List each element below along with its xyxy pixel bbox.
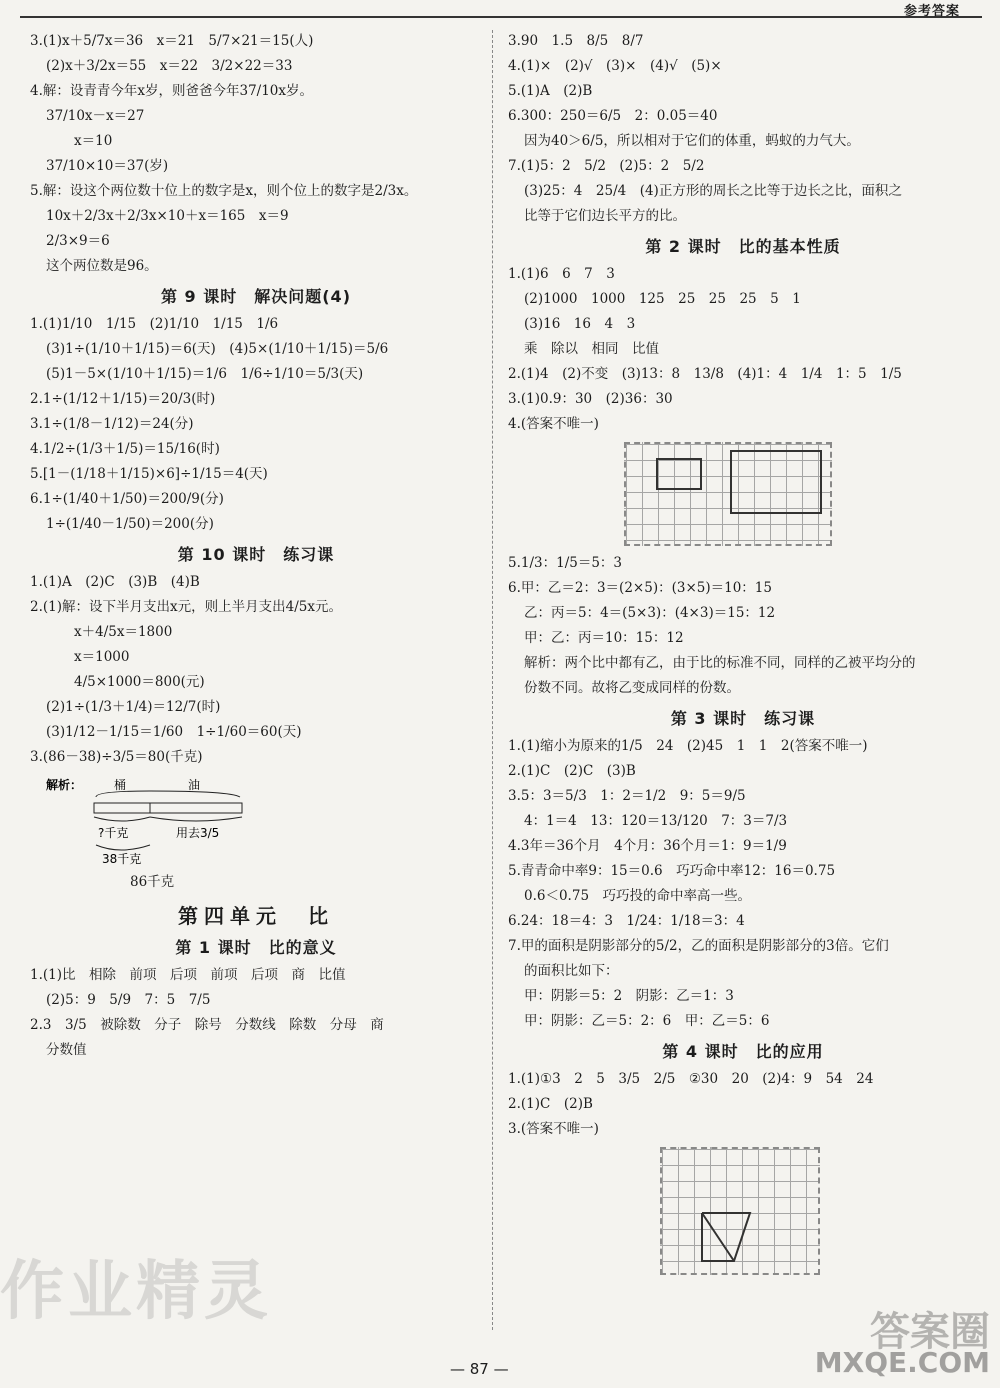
answer-line: 1.(1)6 6 7 3 bbox=[508, 266, 615, 282]
answer-line: 1.(1)①3 2 5 3/5 2/5 ②30 20 (2)4：9 54 24 bbox=[508, 1071, 874, 1087]
answer-line: (2)1÷(1/3＋1/4)＝12/7(时) bbox=[46, 699, 221, 715]
answer-line: 4.解：设青青今年x岁，则爸爸今年37/10x岁。 bbox=[30, 83, 314, 99]
section-heading: 第 9 课时 解决问题(4) bbox=[160, 287, 352, 306]
section-heading: 第 4 课时 比的应用 bbox=[662, 1042, 824, 1061]
answer-line: 5.1/3：1/5＝5：3 bbox=[508, 555, 623, 571]
right-column bbox=[508, 34, 978, 1275]
answer-line: 4/5×1000＝800(元) bbox=[74, 674, 205, 690]
answer-line: 6.1÷(1/40＋1/50)＝200/9(分) bbox=[30, 491, 224, 507]
answer-line: 6.300：250＝6/5 2：0.05＝40 bbox=[508, 108, 718, 124]
answer-line: (2)1000 1000 125 25 25 25 5 1 bbox=[524, 291, 801, 307]
answer-line: 37/10x－x＝27 bbox=[46, 108, 145, 124]
column-divider bbox=[492, 30, 493, 1330]
answer-line: 0.6＜0.75 巧巧投的命中率高一些。 bbox=[524, 888, 752, 904]
diagram-label: 解析： bbox=[46, 778, 83, 792]
answer-line: 37/10×10＝37(岁) bbox=[46, 158, 169, 174]
answer-line: 甲：乙：丙＝10：15：12 bbox=[524, 630, 684, 646]
answer-line: 甲：阴影＝5：2 阴影：乙＝1：3 bbox=[524, 988, 734, 1004]
answer-line: 5.解：设这个两位数十位上的数字是x，则个位上的数字是2/3x。 bbox=[30, 183, 418, 199]
answer-line: 3.1÷(1/8－1/12)＝24(分) bbox=[30, 416, 194, 432]
answer-line: 2.(1)C (2)B bbox=[508, 1096, 593, 1112]
bucket-label: 桶 bbox=[114, 778, 127, 792]
bottom-brace bbox=[94, 817, 150, 821]
oil-label: 油 bbox=[188, 778, 201, 792]
answer-line: (3)1÷(1/10＋1/15)＝6(天) (4)5×(1/10＋1/15)＝5/6 bbox=[46, 341, 389, 357]
shape-outline bbox=[702, 1213, 750, 1261]
answer-line: 1.(1)比 相除 前项 后项 前项 后项 商 比值 bbox=[30, 967, 346, 983]
answer-line: 2.(1)4 (2)不变 (3)13：8 13/8 (4)1：4 1/4 1：5 1/5 bbox=[508, 366, 902, 382]
answer-line: 4：1＝4 13：120＝13/120 7：3＝7/3 bbox=[524, 813, 788, 829]
answer-line: 1.(1)A (2)C (3)B (4)B bbox=[30, 574, 200, 590]
triangle-shapes bbox=[662, 1149, 822, 1277]
answer-line: 3.(1)x＋5/7x＝36 x＝21 5/7×21＝15(人) bbox=[30, 33, 314, 49]
answer-line: 2/3×9＝6 bbox=[46, 233, 110, 249]
unit-heading: 第四单元 比 bbox=[178, 904, 334, 928]
answer-line: 6.24：18＝4：3 1/24：1/18＝3：4 bbox=[508, 913, 745, 929]
watermark-left: 作业精灵 bbox=[0, 1255, 272, 1329]
answer-line: 2.(1)解：设下半月支出x元，则上半月支出4/5x元。 bbox=[30, 599, 342, 615]
unknown-weight-label: ?千克 bbox=[98, 826, 129, 840]
section-heading: 第 3 课时 练习课 bbox=[670, 709, 816, 728]
answer-line: x＋4/5x＝1800 bbox=[74, 624, 173, 640]
section-heading: 第 1 课时 比的意义 bbox=[175, 938, 337, 957]
answer-line: (2)x＋3/2x＝55 x＝22 3/2×22＝33 bbox=[46, 58, 293, 74]
watermark-url: MXQE.COM bbox=[814, 1346, 990, 1379]
grid-figure-triangles bbox=[660, 1147, 820, 1275]
weight-38-label: 38千克 bbox=[102, 852, 142, 866]
top-brace bbox=[96, 791, 240, 797]
answer-line: 6.甲：乙＝2：3＝(2×5)：(3×5)＝10：15 bbox=[508, 580, 772, 596]
segment-diagram-svg bbox=[30, 775, 290, 875]
section-heading: 第 10 课时 练习课 bbox=[177, 545, 335, 564]
answer-line: x＝10 bbox=[74, 133, 113, 149]
section-heading: 第 2 课时 比的基本性质 bbox=[645, 237, 841, 256]
bottom-brace-right bbox=[150, 817, 242, 821]
answer-line: 2.(1)C (2)C (3)B bbox=[508, 763, 636, 779]
header-title: 参考答案 bbox=[903, 4, 960, 19]
answer-line: x＝1000 bbox=[74, 649, 130, 665]
weight-86-label: 86千克 bbox=[130, 874, 175, 890]
answer-line: 7.甲的面积是阴影部分的5/2，乙的面积是阴影部分的3倍。它们 bbox=[508, 938, 889, 954]
answer-line: 3.(1)0.9：30 (2)36：30 bbox=[508, 391, 673, 407]
answer-line: 比等于它们边长平方的比。 bbox=[524, 208, 686, 224]
answer-line: 解析：两个比中都有乙，由于比的标准不同，同样的乙被平均分的 bbox=[524, 655, 916, 671]
answer-line: 5.(1)A (2)B bbox=[508, 83, 593, 99]
answer-line: 3.90 1.5 8/5 8/7 bbox=[508, 33, 644, 49]
left-column bbox=[30, 34, 482, 1068]
answer-line: (3)16 16 4 3 bbox=[524, 316, 636, 332]
answer-line: 5.[1－(1/18＋1/15)×6]÷1/15＝4(天) bbox=[30, 466, 268, 482]
answer-line: 2.3 3/5 被除数 分子 除号 分数线 除数 分母 商 bbox=[30, 1017, 384, 1033]
answer-line: 乘 除以 相同 比值 bbox=[524, 341, 659, 357]
answer-line: (2)5：9 5/9 7：5 7/5 bbox=[46, 992, 211, 1008]
watermark-right: 答案圈 bbox=[870, 1309, 990, 1355]
answer-line: 7.(1)5：2 5/2 (2)5：2 5/2 bbox=[508, 158, 705, 174]
answer-line: 5.青青命中率9：15＝0.6 巧巧命中率12：16＝0.75 bbox=[508, 863, 836, 879]
segment-bar bbox=[94, 803, 242, 813]
answer-line: 4.3年＝36个月 4个月：36个月＝1：9＝1/9 bbox=[508, 838, 787, 854]
page-number: — 87 — bbox=[450, 1360, 509, 1378]
answer-line: 3.(86－38)÷3/5＝80(千克) bbox=[30, 749, 203, 765]
answer-line: 10x＋2/3x＋2/3x×10＋x＝165 x＝9 bbox=[46, 208, 289, 224]
header-rule bbox=[20, 16, 982, 18]
line-segment-diagram bbox=[30, 775, 482, 875]
answer-line: 份数不同。故将乙变成同样的份数。 bbox=[524, 680, 740, 696]
answer-line: 这个两位数是96。 bbox=[46, 258, 158, 274]
small-rectangle bbox=[656, 458, 702, 490]
brace-38 bbox=[96, 845, 150, 850]
answer-line: 的面积比如下： bbox=[524, 963, 619, 979]
shape-diagonal bbox=[702, 1213, 734, 1261]
used-label: 用去3/5 bbox=[176, 826, 220, 840]
answer-line: 1.(1)缩小为原来的1/5 24 (2)45 1 1 2(答案不唯一) bbox=[508, 738, 868, 754]
answer-line: 分数值 bbox=[46, 1042, 87, 1058]
answer-line: 3.5：3＝5/3 1：2＝1/2 9：5＝9/5 bbox=[508, 788, 746, 804]
answer-line: 3.(答案不唯一) bbox=[508, 1121, 599, 1137]
answer-line: (5)1－5×(1/10＋1/15)＝1/6 1/6÷1/10＝5/3(天) bbox=[46, 366, 364, 382]
answer-line: 4.(1)× (2)√ (3)× (4)√ (5)× bbox=[508, 58, 722, 74]
answer-line: 4.(答案不唯一) bbox=[508, 416, 599, 432]
answer-line: 1÷(1/40－1/50)＝200(分) bbox=[46, 516, 214, 532]
grid-figure-rectangles bbox=[624, 442, 832, 546]
answer-line: 2.1÷(1/12＋1/15)＝20/3(时) bbox=[30, 391, 216, 407]
answer-line: 4.1/2÷(1/3＋1/5)＝15/16(时) bbox=[30, 441, 220, 457]
answer-line: (3)1/12－1/15＝1/60 1÷1/60＝60(天) bbox=[46, 724, 302, 740]
answer-line: 因为40＞6/5，所以相对于它们的体重，蚂蚁的力气大。 bbox=[524, 133, 860, 149]
answer-line: 甲：阴影：乙＝5：2：6 甲：乙＝5：6 bbox=[524, 1013, 770, 1029]
answer-line: (3)25：4 25/4 (4)正方形的周长之比等于边长之比，面积之 bbox=[524, 183, 902, 199]
large-rectangle bbox=[730, 450, 822, 514]
answer-line: 乙：丙＝5：4＝(5×3)：(4×3)＝15：12 bbox=[524, 605, 776, 621]
answer-line: 1.(1)1/10 1/15 (2)1/10 1/15 1/6 bbox=[30, 316, 279, 332]
